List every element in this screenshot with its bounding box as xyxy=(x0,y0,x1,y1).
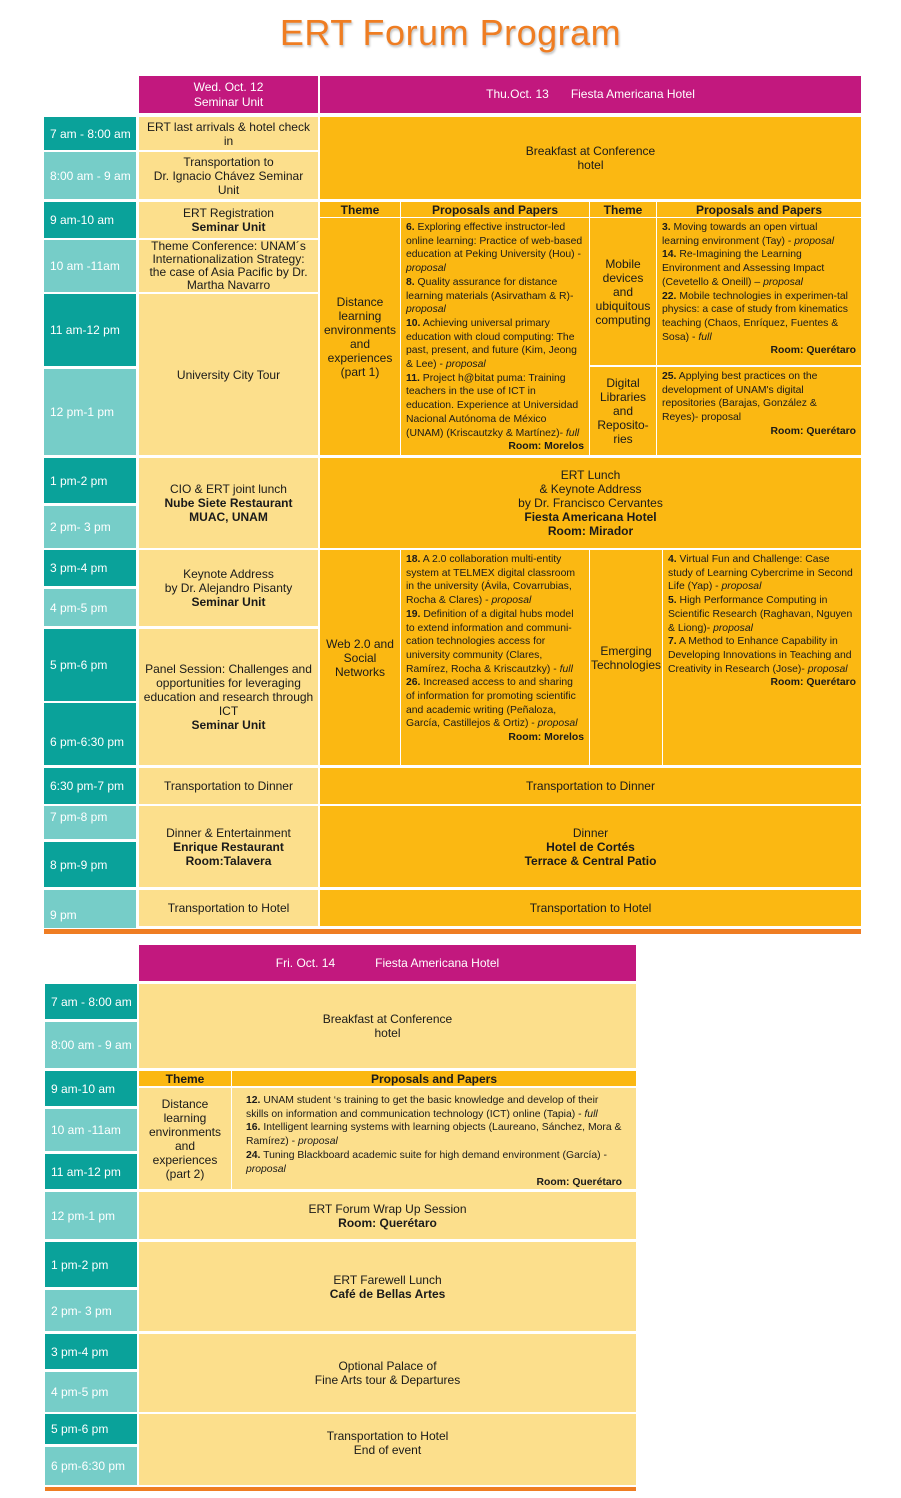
time-slot: 9 pm xyxy=(44,890,136,928)
fri-optional-line1: Optional Palace of xyxy=(338,1359,437,1373)
thu-theme-web20: Web 2.0 and Social Networks xyxy=(320,550,400,765)
time-slot: 11 am-12 pm xyxy=(45,1154,137,1189)
thu-header xyxy=(320,76,861,113)
paper-number: 11. xyxy=(406,372,420,384)
wed-arrivals: ERT last arrivals & hotel check in xyxy=(139,117,318,150)
fri-papers-header: Proposals and Papers xyxy=(232,1071,636,1086)
paper-number: 6. xyxy=(406,222,415,233)
paper-kind: full xyxy=(698,331,712,343)
paper-kind: proposal xyxy=(406,263,446,275)
time-slot: 12 pm-1 pm xyxy=(44,369,136,455)
wed-panel-place: Seminar Unit xyxy=(191,718,266,732)
wed-panel-label: Panel Session: Challenges and opportunities for leveraging education and research through ICT xyxy=(143,662,314,718)
paper-title: Moving towards an open virtual learning environment (Tay) - xyxy=(662,222,818,247)
paper-kind: full xyxy=(565,427,580,439)
fri-end-line1: Transportation to Hotel xyxy=(326,1428,449,1443)
room-label: Room: Querétaro xyxy=(770,425,856,437)
wed-keynote-line2: by Dr. Alejandro Pisanty xyxy=(164,581,293,595)
paper-entry xyxy=(246,1122,621,1147)
thu-date: Thu.Oct. 13 xyxy=(486,87,549,101)
thu-theme-emerging: Emerging Technologies xyxy=(590,550,662,765)
time-slot: 4 pm-5 pm xyxy=(45,1372,137,1412)
paper-number: 8. xyxy=(406,276,415,288)
paper-kind: proposal xyxy=(721,581,762,593)
fri-wrapup-room: Room: Querétaro xyxy=(338,1215,437,1230)
thu-theme-header: Theme xyxy=(320,202,400,217)
page-title: ERT Forum Program xyxy=(279,12,622,53)
wed-registration-place: Seminar Unit xyxy=(191,220,266,234)
room-label: Room: Querétaro xyxy=(770,677,856,689)
thu-venue: Fiesta Americana Hotel xyxy=(570,87,695,101)
paper-title: Intelligent learning systems with learning objects (Laureano, Sánchez, Mora & Ramírez) - xyxy=(246,1122,622,1148)
paper-kind: proposal xyxy=(246,1163,286,1175)
thu-papers-mobile xyxy=(657,218,861,365)
paper-title: Achieving universal primary education with cloud computing: The past, present, and future (Kim, Jeong & Lee) - xyxy=(406,317,577,371)
time-slot: 9 am-10 am xyxy=(45,1071,137,1106)
thu-papers-emerging xyxy=(663,550,861,765)
paper-title: Definition of a digital hubs model to extend information and communi-cation technologies access for university community (Clares, Ramírez, Rocha & Kriscautzky) - xyxy=(406,608,574,675)
thu-lunch-line1: ERT Lunch xyxy=(560,468,621,482)
thu-breakfast xyxy=(320,117,861,199)
time-slot: 1 pm-2 pm xyxy=(45,1242,137,1287)
paper-kind: proposal xyxy=(794,235,835,247)
paper-entry xyxy=(406,609,574,675)
wed-conference: Theme Conference: UNAM´s Internationalization Strategy: the case of Asia Pacific by Dr. Martha Navarro xyxy=(139,240,318,292)
fri-breakfast xyxy=(139,984,636,1068)
paper-entry xyxy=(406,277,573,315)
thu-theme-mobile: Mobile devices and ubiquitous computing xyxy=(590,218,656,365)
paper-entry xyxy=(662,371,817,423)
paper-entry xyxy=(662,249,824,287)
fri-breakfast-line1: Breakfast at Conference xyxy=(322,1012,453,1026)
thu-theme-header: Theme xyxy=(590,202,656,217)
wed-transport xyxy=(139,152,318,199)
thu-theme-distance: Distance learning environments and experiences (part 1) xyxy=(320,218,400,455)
wed-keynote-line1: Keynote Address xyxy=(183,567,274,581)
time-slot: 1 pm-2 pm xyxy=(44,458,136,503)
paper-title: Mobile technologies in experimen-tal physics: a case of study from kinematics teaching (Chaos, Enríquez, Fuentes & Sosa) - xyxy=(662,290,848,343)
paper-kind: full xyxy=(559,663,573,675)
fri-date: Fri. Oct. 14 xyxy=(275,955,336,970)
fri-wrapup xyxy=(139,1192,636,1239)
time-slot: 11 am-12 pm xyxy=(44,294,136,366)
wed-registration-label: ERT Registration xyxy=(183,206,274,220)
thu-dinner-label: Dinner xyxy=(572,825,609,840)
paper-kind: proposal xyxy=(445,359,486,371)
thu-lunch-line2: & Keynote Address xyxy=(539,482,642,496)
time-slot: 6:30 pm-7 pm xyxy=(44,768,136,804)
time-slot: 7 pm-8 pm xyxy=(44,806,136,839)
paper-entry xyxy=(668,595,852,633)
wed-lunch-place2: MUAC, UNAM xyxy=(189,510,268,524)
wed-dinner-place1: Enrique Restaurant xyxy=(173,839,284,854)
paper-number: 4. xyxy=(668,554,677,565)
wed-keynote xyxy=(139,550,318,626)
time-slot: 12 pm-1 pm xyxy=(45,1192,137,1239)
wed-registration xyxy=(139,202,318,238)
paper-number: 3. xyxy=(662,222,671,233)
fri-farewell-place: Café de Bellas Artes xyxy=(329,1286,446,1301)
wed-venue: Seminar Unit xyxy=(193,94,264,109)
paper-title: Project h@bitat puma: Training teachers in the use of ICT in education. Experience at Universidad Nacional Autónoma de México (UNAM) (Kriscautzky & Martínez)- xyxy=(406,372,579,439)
paper-title: UNAM student ‘s training to get the basic knowledge and develop of their skills on information and communication technology (ICT) online (Tapia) - xyxy=(246,1095,599,1120)
paper-number: 25. xyxy=(662,371,677,382)
paper-kind: full xyxy=(584,1108,598,1120)
paper-number: 26. xyxy=(406,677,421,689)
paper-entry xyxy=(246,1150,607,1175)
paper-kind: proposal xyxy=(713,622,753,634)
paper-entry xyxy=(406,373,579,439)
thu-transport-dinner: Transportation to Dinner xyxy=(320,768,861,804)
paper-number: 7. xyxy=(668,636,677,648)
wed-keynote-place: Seminar Unit xyxy=(191,595,266,609)
paper-entry xyxy=(406,554,575,606)
divider xyxy=(45,1487,636,1491)
paper-number: 5. xyxy=(668,595,677,607)
thu-breakfast-line1: Breakfast at Conference xyxy=(525,144,656,158)
fri-optional-tour xyxy=(139,1334,636,1412)
paper-entry xyxy=(668,554,853,592)
time-slot: 6 pm-6:30 pm xyxy=(45,1447,137,1485)
time-slot: 8:00 am - 9 am xyxy=(44,152,136,199)
fri-breakfast-line2: hotel xyxy=(374,1026,401,1040)
thu-breakfast-line2: hotel xyxy=(577,158,604,172)
paper-number: 22. xyxy=(662,290,677,302)
fri-venue: Fiesta Americana Hotel xyxy=(375,955,500,970)
thu-papers-web20 xyxy=(401,550,589,765)
wed-panel xyxy=(139,629,318,765)
paper-number: 24. xyxy=(246,1149,261,1161)
fri-theme-header: Theme xyxy=(139,1071,231,1086)
paper-number: 14. xyxy=(662,249,677,261)
time-slot: 8:00 am - 9 am xyxy=(45,1022,137,1068)
room-label: Room: Morelos xyxy=(508,441,584,453)
wed-dinner-label: Dinner & Entertainment xyxy=(166,825,291,840)
wed-dinner-place2: Room:Talavera xyxy=(185,853,272,868)
paper-kind: proposal xyxy=(406,304,446,316)
paper-kind: proposal xyxy=(297,1136,338,1148)
paper-title: Quality assurance for distance learning materials (Asirvatham & R)- xyxy=(406,276,574,302)
time-slot: 6 pm-6:30 pm xyxy=(44,703,136,765)
time-slot: 10 am -11am xyxy=(45,1109,137,1151)
paper-number: 12. xyxy=(246,1095,261,1106)
room-label: Room: Querétaro xyxy=(536,1177,622,1189)
paper-kind: proposal xyxy=(491,595,532,607)
wed-lunch xyxy=(139,458,318,548)
thu-papers-header: Proposals and Papers xyxy=(401,202,589,217)
room-label: Room: Querétaro xyxy=(770,345,856,357)
paper-entry xyxy=(662,291,848,343)
fri-farewell-label: ERT Farewell Lunch xyxy=(333,1272,442,1287)
paper-title: High Performance Computing in Scientific Research (Raghavan, Nguyen & Liong)- xyxy=(668,595,853,634)
wed-tour: University City Tour xyxy=(139,294,318,455)
fri-theme-distance: Distance learning environments and experiences (part 2) xyxy=(139,1088,231,1189)
divider xyxy=(44,929,861,934)
wed-transport-hotel: Transportation to Hotel xyxy=(139,890,318,926)
thu-dinner xyxy=(320,806,861,887)
time-slot: 2 pm- 3 pm xyxy=(45,1290,137,1331)
fri-wrapup-label: ERT Forum Wrap Up Session xyxy=(308,1201,467,1216)
paper-number: 19. xyxy=(406,608,421,620)
thu-papers-distance xyxy=(401,218,589,455)
paper-title: Virtual Fun and Challenge: Case study of Learning Cybercrime in Second Life (Yap) - xyxy=(668,554,853,593)
fri-papers xyxy=(232,1088,636,1189)
wed-lunch-place1: Nube Siete Restaurant xyxy=(164,496,293,510)
fri-header xyxy=(139,945,636,981)
thu-dinner-place1: Hotel de Cortés xyxy=(546,839,635,854)
time-slot: 2 pm- 3 pm xyxy=(44,506,136,548)
paper-title: Re-Imagining the Learning Environment and Assessing Impact (Cevetello & Oneill) – xyxy=(662,249,825,288)
thu-lunch-place2: Room: Mirador xyxy=(547,524,634,538)
paper-title: Applying best practices on the development of UNAM's digital repositories (Barajas, González & Reyes)- proposal xyxy=(662,371,818,424)
paper-entry xyxy=(406,677,578,729)
thu-papers-libraries xyxy=(657,367,861,455)
paper-number: 10. xyxy=(406,317,421,329)
fri-end-line2: End of event xyxy=(353,1442,422,1457)
paper-title: Tuning Blackboard academic suite for high demand environment (García) - xyxy=(260,1149,607,1161)
fri-optional-line2: Fine Arts tour & Departures xyxy=(314,1373,461,1387)
paper-kind: proposal xyxy=(763,276,803,288)
paper-title: A Method to Enhance Capability in Developing Innovations in Teaching and Creativity in Research (Jose)- xyxy=(668,636,852,675)
time-slot: 5 pm-6 pm xyxy=(45,1414,137,1444)
wed-transport-dinner: Transportation to Dinner xyxy=(139,768,318,804)
room-label: Room: Morelos xyxy=(508,732,584,744)
wed-transport-line1: Transportation to xyxy=(183,154,274,169)
time-slot: 8 pm-9 pm xyxy=(44,842,136,887)
time-slot: 10 am -11am xyxy=(44,240,136,292)
paper-title: Exploring effective instructor-led online learning: Practice of web-based education at Peking University (Hou) - xyxy=(406,222,583,261)
paper-kind: proposal xyxy=(807,663,848,675)
paper-number: 18. xyxy=(406,554,421,565)
fri-end xyxy=(139,1414,636,1485)
paper-entry xyxy=(246,1095,598,1120)
wed-date: Wed. Oct. 12 xyxy=(193,79,264,94)
paper-entry xyxy=(406,318,577,370)
time-slot: 7 am - 8:00 am xyxy=(44,117,136,150)
paper-number: 16. xyxy=(246,1122,261,1134)
paper-title: A 2.0 collaboration multi-entity system at TELMEX digital classroom in the university (Ávila, Covarrubias, Rocha & Clares) - xyxy=(406,554,575,607)
time-slot: 7 am - 8:00 am xyxy=(45,984,137,1019)
thu-lunch xyxy=(320,458,861,548)
time-slot: 5 pm-6 pm xyxy=(44,629,136,701)
wed-dinner xyxy=(139,806,318,887)
time-slot: 3 pm-4 pm xyxy=(44,550,136,586)
time-slot: 3 pm-4 pm xyxy=(45,1334,137,1369)
thu-papers-header: Proposals and Papers xyxy=(657,202,861,217)
wed-transport-line2: Dr. Ignacio Chávez Seminar Unit xyxy=(153,168,304,197)
thu-lunch-place1: Fiesta Americana Hotel xyxy=(524,510,657,524)
paper-kind: proposal xyxy=(537,718,578,730)
paper-entry xyxy=(668,636,852,674)
paper-title: Increased access to and sharing of information for promoting scientific and academic writing (Peñaloza, García, Castillejos & Ortiz) - xyxy=(406,677,576,730)
time-slot: 4 pm-5 pm xyxy=(44,589,136,626)
thu-theme-libraries: Digital Libraries and Reposito-ries xyxy=(590,367,656,455)
fri-farewell xyxy=(139,1242,636,1331)
wed-lunch-label: CIO & ERT joint lunch xyxy=(170,482,287,496)
time-slot: 9 am-10 am xyxy=(44,202,136,238)
paper-entry xyxy=(662,222,834,247)
thu-lunch-line3: by Dr. Francisco Cervantes xyxy=(518,496,663,510)
thu-transport-hotel: Transportation to Hotel xyxy=(320,890,861,926)
wed-header xyxy=(139,76,318,113)
paper-entry xyxy=(406,222,582,274)
thu-dinner-place2: Terrace & Central Patio xyxy=(524,853,657,868)
